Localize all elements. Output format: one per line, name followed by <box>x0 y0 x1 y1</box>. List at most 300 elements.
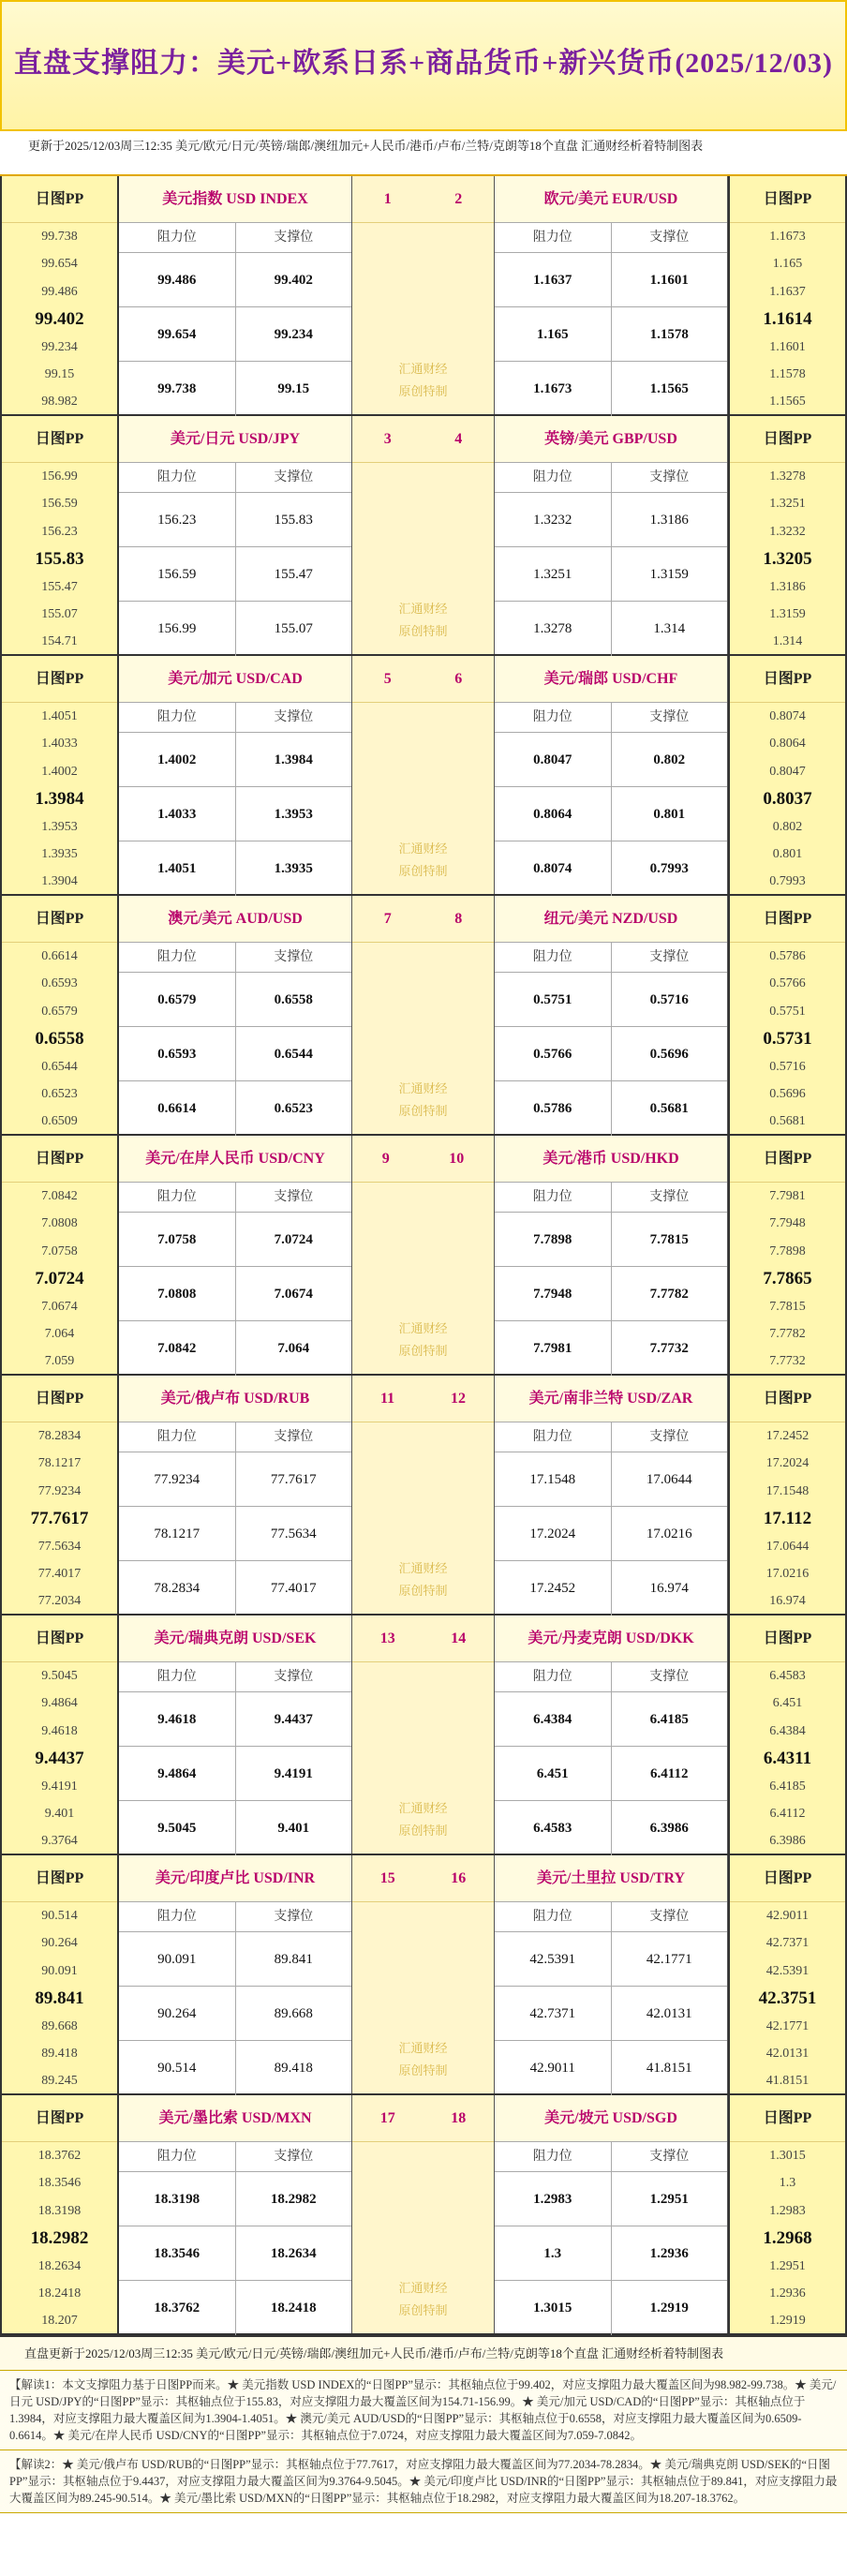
level-row <box>119 733 351 787</box>
support-value: 1.314 <box>653 621 686 636</box>
pair-number-left: 15 <box>379 1869 395 1886</box>
pair-table <box>119 1136 352 1374</box>
column-headers <box>495 1422 727 1452</box>
level-row <box>495 1452 727 1507</box>
support-value: 42.1771 <box>646 1952 692 1967</box>
support-header: 支撑位 <box>274 2150 314 2164</box>
support-header: 支撑位 <box>274 1430 314 1444</box>
pp-level-value: 7.7732 <box>769 1354 806 1369</box>
resistance-value: 1.165 <box>495 307 612 361</box>
pair-name: 美元/瑞典克朗 USD/SEK <box>119 1616 351 1662</box>
daily-pp-column <box>0 176 119 414</box>
pp-level-value: 18.207 <box>41 2314 78 2329</box>
pivot-value: 6.4311 <box>763 1749 812 1769</box>
level-row <box>495 973 727 1027</box>
support-value: 99.402 <box>274 273 313 288</box>
watermark-line-2: 原创特制 <box>398 1824 448 1838</box>
level-row <box>119 1507 351 1561</box>
pp-level-value: 78.2834 <box>37 1429 82 1443</box>
pair-name: 美元/土里拉 USD/TRY <box>495 1855 727 1902</box>
level-row <box>495 2281 727 2335</box>
resistance-value: 1.2983 <box>495 2172 612 2226</box>
level-row <box>119 307 351 362</box>
pp-level-value: 18.2418 <box>37 2286 82 2301</box>
pair-name: 美元/港币 USD/HKD <box>495 1136 727 1183</box>
level-row <box>495 1987 727 2041</box>
daily-pp-column <box>728 1136 847 1374</box>
resistance-value: 1.3278 <box>495 602 612 656</box>
daily-pp-header: 日图PP <box>2 1136 117 1183</box>
pair-number-left: 9 <box>381 1150 390 1167</box>
daily-pp-header: 日图PP <box>730 416 845 463</box>
pair-table <box>495 2095 728 2333</box>
pp-level-value: 0.6509 <box>41 1114 78 1129</box>
pp-level-value: 7.0808 <box>41 1216 78 1231</box>
pair-name: 美元/瑞郎 USD/CHF <box>495 656 727 703</box>
resistance-header: 阻力位 <box>119 463 236 492</box>
level-row <box>495 1321 727 1376</box>
level-row <box>495 547 727 602</box>
resistance-header: 阻力位 <box>495 1183 612 1212</box>
watermark <box>352 1318 494 1362</box>
pair-name: 美元/丹麦克朗 USD/DKK <box>495 1616 727 1662</box>
support-value: 17.0644 <box>646 1472 692 1487</box>
pp-level-value: 0.6523 <box>41 1086 78 1101</box>
resistance-value: 1.1673 <box>495 362 612 416</box>
pair-name: 美元/加元 USD/CAD <box>119 656 351 703</box>
pp-level-value: 17.0644 <box>765 1539 810 1554</box>
pair-block <box>0 896 847 1136</box>
pp-level-value: 0.802 <box>772 819 803 834</box>
pair-number-right: 8 <box>454 910 463 927</box>
resistance-value: 77.9234 <box>119 1452 236 1506</box>
watermark <box>352 598 494 643</box>
pp-level-value: 0.6579 <box>41 1004 78 1019</box>
support-header: 支撑位 <box>274 950 314 964</box>
daily-pp-column <box>0 2095 119 2333</box>
pp-level-value: 0.5681 <box>769 1114 806 1129</box>
pp-level-value: 1.2936 <box>769 2286 806 2301</box>
pair-block <box>0 2095 847 2335</box>
support-value: 1.2919 <box>649 2301 689 2315</box>
interpretation-note-2: 【解读2：★ 美元/俄卢布 USD/RUB的“日图PP”显示：其枢轴点位于77.7617，对应支撑阻力最大覆盖区间为77.2034-78.2834。★ 美元/瑞典克朗 USD/SEK的“日图PP”显示：其枢轴点位于9.4437，对应支撑阻力最大覆盖区间为9.3764-9.5045。★ 美元/印度卢比 USD/INR的“日图PP”显示：其枢轴点位于89.841，对应支撑阻力最大覆盖区间为89.245-90.514。★ 美元/墨比索 USD/MXN的“日图PP”显示：其枢轴点位于18.2982，对应支撑阻力最大覆盖区间为18.207-18.3762。 <box>0 2450 847 2513</box>
pair-block <box>0 1616 847 1855</box>
resistance-value: 90.091 <box>119 1932 236 1986</box>
pp-level-value: 1.4002 <box>41 764 78 779</box>
pp-level-value: 77.9234 <box>37 1483 82 1498</box>
support-value: 7.064 <box>277 1341 310 1356</box>
pp-level-value: 0.8064 <box>769 737 806 752</box>
pp-level-value: 42.9011 <box>766 1909 809 1923</box>
pair-numbers <box>352 2095 494 2142</box>
daily-pp-header: 日图PP <box>2 2095 117 2142</box>
pp-level-value: 9.5045 <box>41 1669 78 1683</box>
column-headers <box>495 1183 727 1213</box>
pair-table <box>495 416 728 654</box>
pair-name: 美元/坡元 USD/SGD <box>495 2095 727 2142</box>
pp-level-value: 41.8151 <box>765 2074 810 2089</box>
pp-level-value: 0.8074 <box>769 709 806 723</box>
pp-level-value: 9.4618 <box>41 1723 78 1738</box>
daily-pp-header: 日图PP <box>730 1136 845 1183</box>
column-headers <box>119 223 351 253</box>
resistance-value: 7.7898 <box>495 1213 612 1266</box>
pp-level-value: 1.3904 <box>41 874 78 889</box>
watermark-line-2: 原创特制 <box>398 1584 448 1598</box>
pp-level-value: 17.0216 <box>765 1566 810 1581</box>
pivot-value: 1.3205 <box>763 549 812 570</box>
support-value: 1.1601 <box>649 273 689 288</box>
level-row <box>495 307 727 362</box>
watermark-line-2: 原创特制 <box>398 1104 448 1118</box>
watermark-line-2: 原创特制 <box>398 1344 448 1358</box>
support-header: 支撑位 <box>649 1910 690 1924</box>
resistance-value: 17.2024 <box>495 1507 612 1560</box>
block-center <box>352 2095 495 2333</box>
daily-pp-header: 日图PP <box>2 176 117 223</box>
pp-level-value: 0.7993 <box>769 874 806 889</box>
daily-pp-header: 日图PP <box>2 896 117 943</box>
pp-level-value: 7.0842 <box>41 1189 78 1203</box>
watermark-line-1: 汇通财经 <box>398 1561 448 1575</box>
resistance-header: 阻力位 <box>495 463 612 492</box>
level-row <box>495 733 727 787</box>
pp-level-value: 0.5766 <box>769 976 806 991</box>
pp-level-value: 17.1548 <box>765 1483 810 1498</box>
resistance-header: 阻力位 <box>119 1422 236 1452</box>
pair-block <box>0 416 847 656</box>
pair-table <box>119 1855 352 2093</box>
level-row <box>495 1267 727 1321</box>
pairs-table <box>0 176 847 2335</box>
pp-level-value: 0.5786 <box>769 949 806 963</box>
support-header: 支撑位 <box>274 1670 314 1684</box>
pp-level-value: 9.401 <box>44 1806 75 1821</box>
pp-level-value: 6.4384 <box>769 1723 806 1738</box>
resistance-header: 阻力位 <box>119 943 236 972</box>
daily-pp-header: 日图PP <box>2 1376 117 1422</box>
resistance-value: 78.1217 <box>119 1507 236 1560</box>
level-row <box>119 1561 351 1616</box>
pp-level-value: 1.1601 <box>769 339 806 354</box>
pp-level-value: 1.4051 <box>41 709 78 723</box>
watermark-line-1: 汇通财经 <box>398 1081 448 1095</box>
support-value: 7.0674 <box>274 1287 313 1302</box>
pair-numbers <box>352 1855 494 1902</box>
support-value: 7.7782 <box>649 1287 689 1302</box>
support-value: 7.7732 <box>649 1341 689 1356</box>
level-row <box>119 2226 351 2281</box>
level-row <box>495 787 727 841</box>
resistance-header: 阻力位 <box>495 943 612 972</box>
watermark-line-2: 原创特制 <box>398 2063 448 2077</box>
support-value: 18.2634 <box>270 2246 317 2261</box>
level-row <box>119 362 351 416</box>
pp-level-value: 78.1217 <box>37 1456 82 1471</box>
support-value: 0.6544 <box>274 1047 313 1062</box>
support-header: 支撑位 <box>649 710 690 724</box>
support-value: 18.2982 <box>270 2192 317 2207</box>
resistance-value: 1.3232 <box>495 493 612 546</box>
pp-level-value: 7.7981 <box>769 1189 806 1203</box>
pp-level-value: 7.7815 <box>769 1299 806 1314</box>
pp-level-value: 99.654 <box>41 257 78 272</box>
resistance-value: 17.2452 <box>495 1561 612 1616</box>
level-row <box>495 493 727 547</box>
support-value: 9.4191 <box>274 1766 313 1781</box>
daily-pp-column <box>728 2095 847 2333</box>
resistance-value: 42.5391 <box>495 1932 612 1986</box>
resistance-value: 1.4033 <box>119 787 236 841</box>
watermark-line-2: 原创特制 <box>398 624 448 638</box>
daily-pp-header: 日图PP <box>2 1855 117 1902</box>
pair-name: 欧元/美元 EUR/USD <box>495 176 727 223</box>
pivot-value: 77.7617 <box>30 1509 89 1529</box>
pair-number-right: 12 <box>451 1390 467 1407</box>
pp-level-value: 7.0674 <box>41 1299 78 1314</box>
level-row <box>495 2172 727 2226</box>
pair-name: 澳元/美元 AUD/USD <box>119 896 351 943</box>
daily-pp-header: 日图PP <box>730 1616 845 1662</box>
daily-pp-column <box>0 1136 119 1374</box>
resistance-value: 1.3 <box>495 2226 612 2280</box>
support-header: 支撑位 <box>274 470 314 484</box>
level-row <box>119 602 351 656</box>
resistance-value: 0.6614 <box>119 1081 236 1136</box>
watermark <box>352 2037 494 2082</box>
block-center <box>352 1136 495 1374</box>
resistance-value: 99.486 <box>119 253 236 306</box>
pp-level-value: 0.5716 <box>769 1059 806 1074</box>
resistance-value: 0.8047 <box>495 733 612 786</box>
level-row <box>495 1507 727 1561</box>
pair-block <box>0 1855 847 2095</box>
resistance-value: 0.6593 <box>119 1027 236 1080</box>
resistance-value: 42.9011 <box>495 2041 612 2095</box>
support-header: 支撑位 <box>649 1670 690 1684</box>
resistance-header: 阻力位 <box>495 223 612 252</box>
watermark <box>352 1797 494 1842</box>
column-headers <box>495 1662 727 1692</box>
pp-level-value: 0.6593 <box>41 976 78 991</box>
pair-table <box>495 1616 728 1854</box>
pair-numbers <box>352 416 494 463</box>
support-value: 77.4017 <box>270 1581 317 1596</box>
resistance-value: 90.264 <box>119 1987 236 2040</box>
pp-level-value: 0.6544 <box>41 1059 78 1074</box>
pp-level-value: 155.47 <box>41 579 78 594</box>
level-row <box>119 841 351 896</box>
pp-level-value: 77.5634 <box>37 1539 82 1554</box>
footer-update-info: 直盘更新于2025/12/03周三12:35 美元/欧元/日元/英镑/瑞郎/澳纽加元+人民币/港币/卢布/兰特/克朗等18个直盘 汇通财经析着特制图表 <box>0 2337 847 2371</box>
support-value: 0.5681 <box>649 1101 689 1116</box>
resistance-value: 99.654 <box>119 307 236 361</box>
level-row <box>495 2041 727 2095</box>
support-value: 99.15 <box>277 381 310 396</box>
resistance-header: 阻力位 <box>495 2142 612 2171</box>
daily-pp-header: 日图PP <box>2 416 117 463</box>
daily-pp-column <box>0 416 119 654</box>
level-row <box>495 1747 727 1801</box>
pp-level-value: 1.3935 <box>41 846 78 861</box>
pp-level-value: 99.15 <box>44 366 75 381</box>
pp-level-value: 1.1578 <box>769 366 806 381</box>
pp-level-value: 7.0758 <box>41 1243 78 1258</box>
level-row <box>119 1267 351 1321</box>
daily-pp-column <box>728 1855 847 2093</box>
pp-level-value: 1.3232 <box>769 524 806 539</box>
pivot-value: 17.112 <box>763 1509 812 1529</box>
pivot-value: 0.8037 <box>763 789 812 810</box>
pp-level-value: 89.668 <box>41 2018 78 2033</box>
watermark-line-2: 原创特制 <box>398 384 448 398</box>
resistance-value: 156.59 <box>119 547 236 601</box>
pp-level-value: 6.4583 <box>769 1669 806 1683</box>
resistance-header: 阻力位 <box>495 1902 612 1931</box>
pp-level-value: 1.2951 <box>769 2258 806 2273</box>
resistance-header: 阻力位 <box>495 1422 612 1452</box>
pair-number-right: 6 <box>454 670 463 687</box>
support-value: 89.841 <box>274 1952 313 1967</box>
daily-pp-column <box>728 176 847 414</box>
pair-table <box>119 896 352 1134</box>
pp-level-value: 18.3762 <box>37 2149 82 2163</box>
support-value: 1.3984 <box>274 752 313 767</box>
support-value: 0.6558 <box>274 992 313 1007</box>
pp-level-value: 1.2983 <box>769 2203 806 2218</box>
pair-numbers <box>352 1376 494 1422</box>
resistance-header: 阻力位 <box>119 2142 236 2171</box>
daily-pp-column <box>0 896 119 1134</box>
support-header: 支撑位 <box>649 470 690 484</box>
level-row <box>119 1213 351 1267</box>
support-value: 1.1565 <box>649 381 689 396</box>
pair-table <box>119 176 352 414</box>
daily-pp-header: 日图PP <box>730 1855 845 1902</box>
resistance-value: 1.4002 <box>119 733 236 786</box>
column-headers <box>119 463 351 493</box>
pivot-value: 18.2982 <box>30 2228 89 2249</box>
pp-level-value: 1.1637 <box>769 284 806 299</box>
pair-number-left: 17 <box>379 2109 395 2126</box>
pp-level-value: 90.514 <box>41 1909 78 1923</box>
pivot-value: 0.6558 <box>35 1029 84 1050</box>
pair-table <box>119 1376 352 1614</box>
column-headers <box>495 2142 727 2172</box>
column-headers <box>495 703 727 733</box>
pp-level-value: 1.3159 <box>769 606 806 621</box>
pair-number-right: 14 <box>451 1630 467 1646</box>
resistance-value: 42.7371 <box>495 1987 612 2040</box>
watermark-line-1: 汇通财经 <box>398 2041 448 2055</box>
resistance-value: 99.738 <box>119 362 236 416</box>
pivot-value: 155.83 <box>35 549 84 570</box>
support-header: 支撑位 <box>649 1430 690 1444</box>
pp-level-value: 7.064 <box>44 1326 75 1341</box>
support-value: 9.401 <box>277 1821 310 1836</box>
daily-pp-column <box>728 1376 847 1614</box>
pp-level-value: 1.3186 <box>769 579 806 594</box>
pp-level-value: 9.4191 <box>41 1779 78 1794</box>
support-value: 99.234 <box>274 327 313 342</box>
resistance-value: 0.8074 <box>495 841 612 896</box>
resistance-header: 阻力位 <box>119 1902 236 1931</box>
daily-pp-header: 日图PP <box>2 1616 117 1662</box>
support-header: 支撑位 <box>274 1910 314 1924</box>
pp-level-value: 7.7948 <box>769 1216 806 1231</box>
support-value: 155.47 <box>274 567 313 582</box>
daily-pp-header: 日图PP <box>730 1376 845 1422</box>
column-headers <box>495 463 727 493</box>
pair-block <box>0 1136 847 1376</box>
pp-level-value: 18.2634 <box>37 2258 82 2273</box>
watermark-line-1: 汇通财经 <box>398 362 448 376</box>
resistance-value: 7.0808 <box>119 1267 236 1320</box>
column-headers <box>119 1183 351 1213</box>
daily-pp-column <box>728 656 847 894</box>
resistance-header: 阻力位 <box>119 703 236 732</box>
pivot-value: 7.0724 <box>35 1269 84 1289</box>
resistance-value: 1.3015 <box>495 2281 612 2335</box>
column-headers <box>119 943 351 973</box>
support-value: 77.5634 <box>270 1526 317 1541</box>
level-row <box>119 1747 351 1801</box>
pair-numbers <box>352 1616 494 1662</box>
level-row <box>119 1801 351 1855</box>
pivot-value: 89.841 <box>35 1988 84 2009</box>
resistance-value: 7.7981 <box>495 1321 612 1376</box>
level-row <box>119 547 351 602</box>
pp-level-value: 0.5696 <box>769 1086 806 1101</box>
resistance-value: 7.0842 <box>119 1321 236 1376</box>
pp-level-value: 1.1565 <box>769 395 806 409</box>
pivot-value: 7.7865 <box>763 1269 812 1289</box>
pair-number-left: 11 <box>379 1390 395 1407</box>
support-value: 6.3986 <box>649 1821 689 1836</box>
block-center <box>352 176 495 414</box>
level-row <box>119 1027 351 1081</box>
pair-name: 英镑/美元 GBP/USD <box>495 416 727 463</box>
support-header: 支撑位 <box>649 950 690 964</box>
resistance-value: 156.99 <box>119 602 236 656</box>
pp-level-value: 90.264 <box>41 1936 78 1951</box>
pp-level-value: 98.982 <box>41 395 78 409</box>
pp-level-value: 1.4033 <box>41 737 78 752</box>
daily-pp-column <box>0 656 119 894</box>
resistance-value: 6.451 <box>495 1747 612 1800</box>
pp-level-value: 156.99 <box>41 469 78 484</box>
pp-level-value: 156.59 <box>41 497 78 512</box>
pair-numbers <box>352 176 494 223</box>
pivot-value: 1.2968 <box>763 2228 812 2249</box>
level-row <box>495 841 727 896</box>
support-value: 1.3159 <box>649 567 689 582</box>
resistance-value: 1.4051 <box>119 841 236 896</box>
pp-level-value: 77.2034 <box>37 1594 82 1609</box>
pivot-value: 42.3751 <box>758 1988 817 2009</box>
daily-pp-column <box>0 1376 119 1614</box>
pair-block <box>0 656 847 896</box>
pp-level-value: 7.7898 <box>769 1243 806 1258</box>
pp-level-value: 42.0131 <box>765 2046 810 2061</box>
pair-numbers <box>352 896 494 943</box>
pivot-value: 0.5731 <box>763 1029 812 1050</box>
update-info: 更新于2025/12/03周三12:35 美元/欧元/日元/英镑/瑞郎/澳纽加元+人民币/港币/卢布/兰特/克朗等18个直盘 汇通财经析着特制图表 <box>0 131 847 176</box>
column-headers <box>119 1902 351 1932</box>
level-row <box>119 1452 351 1507</box>
pair-number-right: 18 <box>451 2109 467 2126</box>
support-value: 155.83 <box>274 513 313 528</box>
